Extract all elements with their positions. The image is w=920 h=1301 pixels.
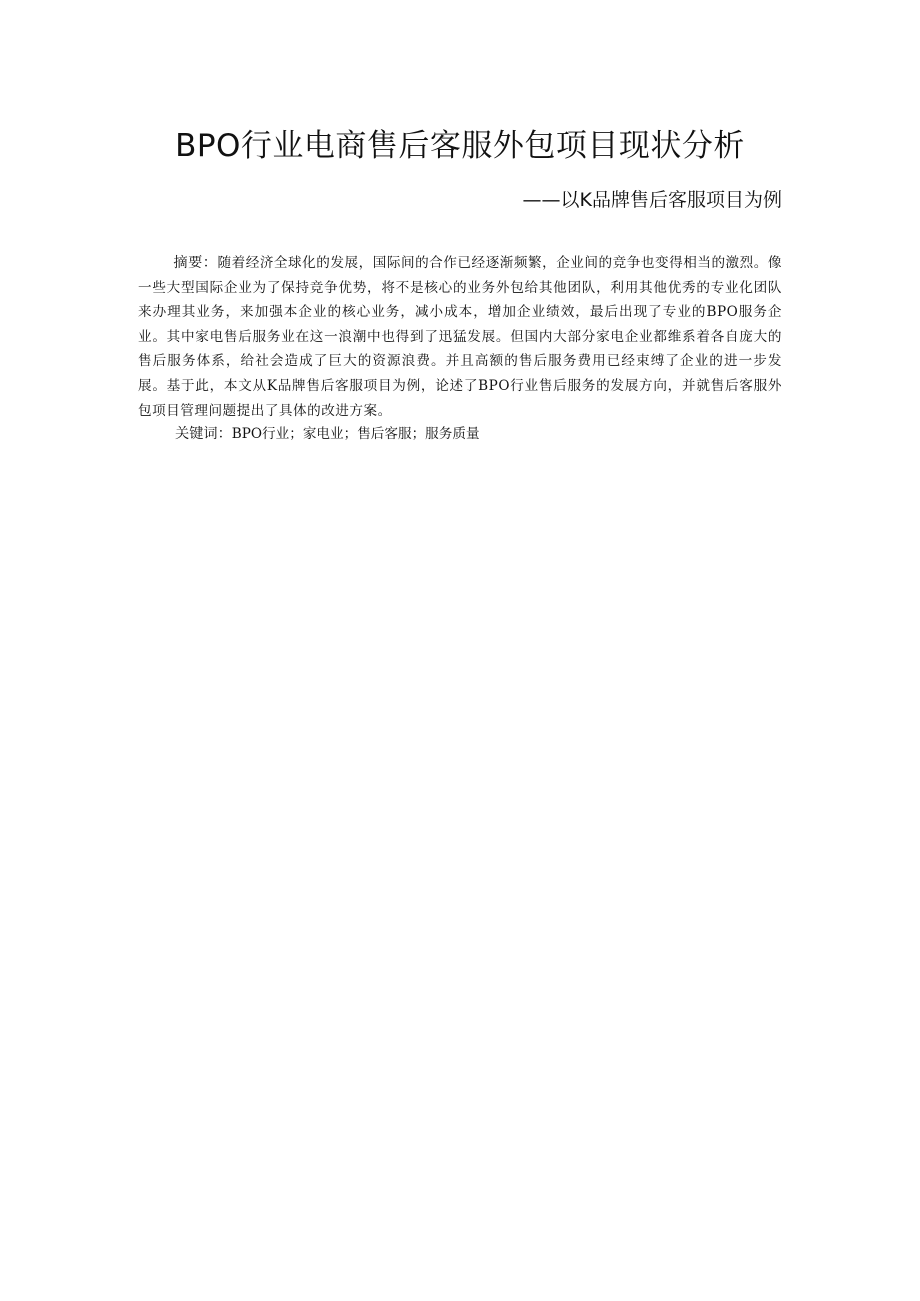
keywords-label: 关键词： bbox=[175, 426, 232, 442]
document-title: BPO行业电商售后客服外包项目现状分析 bbox=[175, 128, 745, 164]
abstract-paragraph bbox=[138, 251, 782, 423]
abstract-label: 摘要： bbox=[173, 255, 218, 271]
keywords-line bbox=[175, 422, 480, 446]
document-subtitle: ——以K品牌售后客服项目为例 bbox=[522, 189, 782, 211]
abstract-text: 随着经济全球化的发展，国际间的合作已经逐渐频繁，企业间的竞争也变得相当的激烈。像一些大型国际企业为了保持竞争优势，将不是核心的业务外包给其他团队，利用其他优秀的专业化团队来办理其业务，来加强本企业的核心业务，减小成本，增加企业绩效，最后出现了专业的BPO服务企业。其中家电售后服务业在这一浪潮中也得到了迅猛发展。但国内大部分家电企业都维系着各自庞大的售后服务体系，给社会造成了巨大的资源浪费。并且高额的售后服务费用已经束缚了企业的进一步发展。基于此，本文从K品牌售后客服项目为例，论述了BPO行业售后服务的发展方向，并就售后客服外包项目管理问题提出了具体的改进方案。 bbox=[138, 255, 782, 419]
keywords-text: BPO行业；家电业；售后客服；服务质量 bbox=[231, 426, 480, 442]
